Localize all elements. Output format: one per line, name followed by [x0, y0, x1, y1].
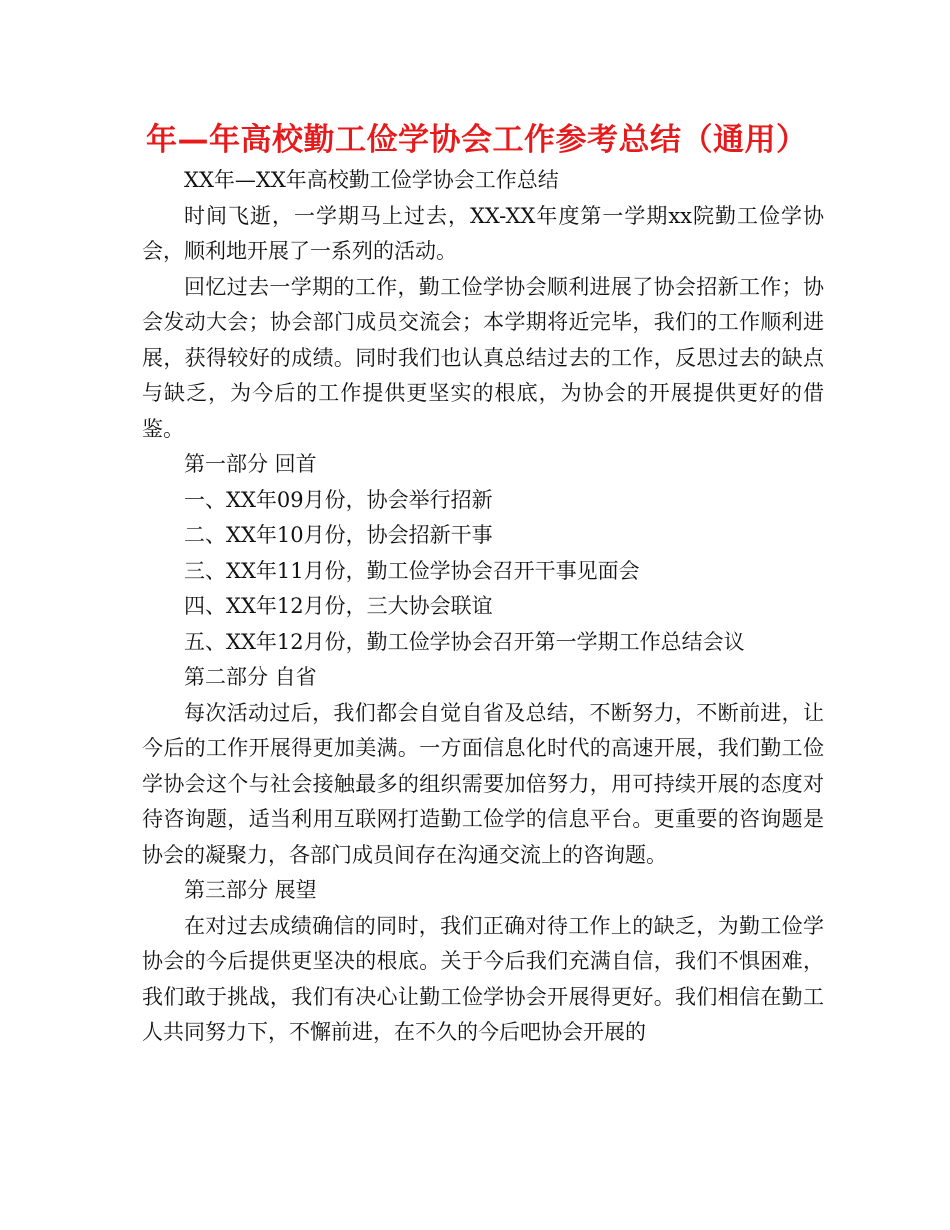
list-item: 五、XX年12月份，勤工俭学协会召开第一学期工作总结会议 — [184, 629, 745, 654]
document-subtitle: XX年—XX年高校勤工俭学协会工作总结 — [184, 168, 559, 192]
list-item: 三、XX年11月份，勤工俭学协会召开干事见面会 — [184, 558, 640, 583]
part2-heading: 第二部分 自省 — [184, 665, 317, 689]
list-item: 二、XX年10月份，协会招新干事 — [184, 523, 493, 547]
review-paragraph: 回忆过去一学期的工作，勤工俭学协会顺利进展了协会招新工作；协会发动大会；协会部门成员交流会；本学期将近完毕，我们的工作顺利进展，获得较好的成绩。同时我们也认真总结过去的工作，反思过去的缺点与缺乏，为今后的工作提供更坚实的根底，为协会的开展提供更好的借鉴。 — [142, 274, 824, 441]
document-body — [142, 163, 824, 1051]
document-title: 年—年高校勤工俭学协会工作参考总结（通用） — [146, 122, 808, 158]
list-item: 一、XX年09月份，协会举行招新 — [184, 487, 493, 512]
list-item: 四、XX年12月份，三大协会联谊 — [184, 594, 493, 618]
part3-paragraph: 在对过去成绩确信的同时，我们正确对待工作上的缺乏，为勤工俭学协会的今后提供更坚决的根底。关于今后我们充满自信，我们不惧困难，我们敢于挑战，我们有决心让勤工俭学协会开展得更好。我们相信在勤工人共同努力下，不懈前进，在不久的今后吧协会开展的 — [142, 913, 824, 1044]
intro-paragraph: 时间飞逝，一学期马上过去，XX-XX年度第一学期xx院勤工俭学协会，顺利地开展了一系列的活动。 — [142, 203, 824, 263]
part3-heading: 第三部分 展望 — [184, 878, 317, 902]
part1-heading: 第一部分 回首 — [184, 452, 317, 476]
part2-paragraph: 每次活动过后，我们都会自觉自省及总结，不断努力，不断前进，让今后的工作开展得更加美满。一方面信息化时代的高速开展，我们勤工俭学协会这个与社会接触最多的组织需要加倍努力，用可持续开展的态度对待咨询题，适当利用互联网打造勤工俭学的信息平台。更重要的咨询题是协会的凝聚力，各部门成员间存在沟通交流上的咨询题。 — [142, 700, 824, 867]
